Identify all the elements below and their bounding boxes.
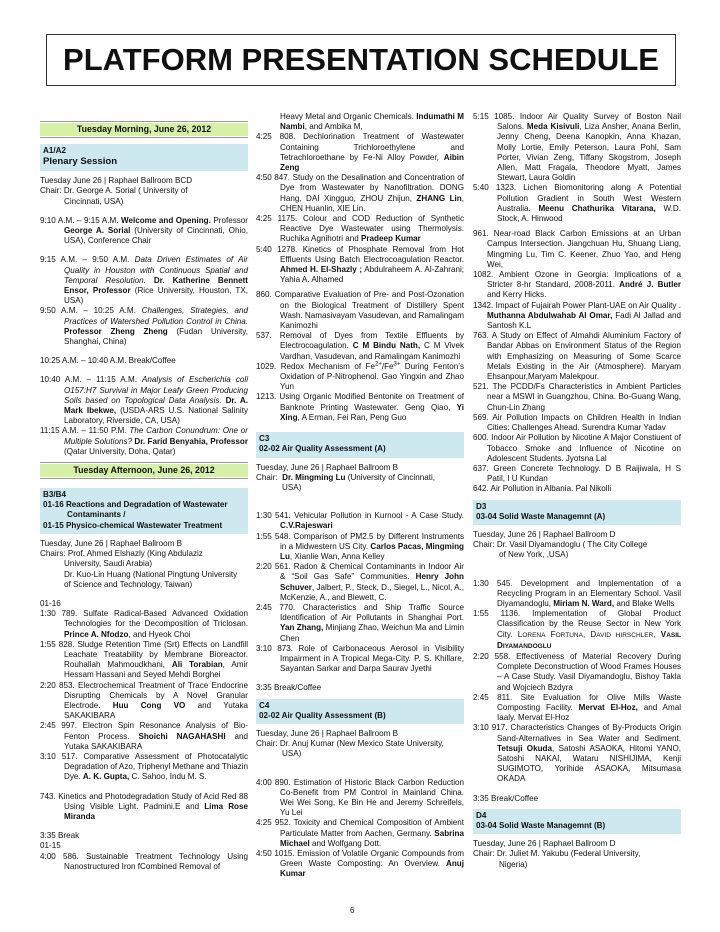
session-chair: Chair: Dr. Vasil Diyamandoglu ( The City College [473, 540, 648, 550]
morning-band [40, 121, 248, 138]
session-name: 01-16 Reactions and Degradation of Wastewater [43, 500, 228, 510]
session-room: Tuesday, June 26 | Raphael Ballroom B [256, 462, 399, 472]
talk-item: 2:45 811. Site Evaluation for Olive Mills Waste Composting Facility. Mervat El-Hoz, and Amal Iaaly. Mervat El-Hoz [473, 692, 681, 723]
session-room: Tuesday, June 26 | Raphael Ballroom B [40, 538, 183, 548]
session-code: A1/A2 [43, 146, 66, 155]
column-right [473, 112, 681, 870]
talk-item: 637. Green Concrete Technology. D B Raijiwala, H S Patil, I U Kundan [473, 463, 681, 484]
talk-item: 2:45 997. Electron Spin Resonance Analysis of Bio-Fenton Process. Shoichi NAGAHASHI and Yutaka SAKAKIBARA [40, 721, 248, 751]
talk-item: 600. Indoor Air Pollution by Nicotine A Major Constiuent of Tobacco Smoke and Influence of Nicotine on Adolescent Students. Jyotsna Lal [473, 433, 681, 463]
chair-label: Chair: [256, 472, 278, 482]
talk-item: 642. Air Pollution in Albania. Pal Nikolli [473, 484, 612, 494]
column-left [40, 112, 248, 872]
session-code: B3/B4 [43, 490, 66, 500]
talk-item: 2:20 558. Effectiveness of Material Recovery During Complete Deconstruction of Wood Frames Houses – A Case Study. Vasil Diyamandoglu, Bishoy Takla and Wojciech Bzdyra [473, 651, 681, 692]
chair-name: Dr. Mingming Lu [282, 472, 346, 482]
talk-item: 9:10 A.M. – 9:15 A.M. Welcome and Opening. Professor George A. Sorial (University of Cincinnati, Ohio, USA), Conference Chair [40, 215, 248, 246]
talk-item: 10:40 A.M. – 11:15 A.M. Analysis of Escherichia coli O157:H7 Survival in Major Leafy Green Producing Soils based on Topological Data Analysis. Dr. A. Mark Ibekwe, (USDA-ARS U.S. National Salinity Laboratory, Riverside, CA, USA) [40, 375, 249, 426]
talk-item: 3:10 873. Role of Carbonaceous Aerosol in Visibility Impairment in A Tropical Mega-City. P. S. Khillare, Sayantan Sarkar and Darpa Saurav Jyethi [256, 643, 464, 674]
page-number: 6 [350, 906, 355, 915]
session-name: Plenary Session [43, 156, 118, 168]
talk-item: 1:30 545. Development and Implementation of a Recycling Program in an Elementary School. Vasil Diyamandoglu, Miriam N. Ward, and Blake Wells [473, 578, 681, 608]
session-room: Tuesday June 26 | Raphael Ballroom BCD [40, 176, 193, 186]
talk-item: 1:55 548. Comparison of PM2.5 by Different Instruments in a Midwestern US City. Carlos Pacas, Mingming Lu, Xianlie Wan, Anna Kelley [256, 531, 464, 561]
talk-item: 5:40 1278. Kinetics of Phosphate Removal from Hot Effluents Using Batch Electrocoagulation Reactor. Ahmed H. El-Shazly ; Abdulraheem A. Al-Zahrani; Yahia A. Alhamed [256, 244, 465, 285]
session-d3 [473, 500, 681, 525]
talk-item: 1213. Using Organic Modified Bentonite on Treatment of Banknote Printing Wastewater. Geng Qiao, Yi Xing, A Erman, Fei Ran, Peng Guo [256, 392, 464, 422]
talk-item: 2:20 561. Radon & Chemical Contaminants in Indoor Air & “Soil Gas Safe” Communities. Henry John Schuver, Jalbert, P., Steck, D., Siegel, L., Nicol, A., McKenzie, A., and Blewett, C. [256, 562, 464, 602]
column-middle [256, 112, 464, 880]
session-c3 [256, 432, 464, 457]
afternoon-band [40, 462, 248, 479]
subsession-label: 01-16 [40, 598, 61, 608]
talk-item: 537. Removal of Dyes from Textile Effluents by Electrocoagulation. C M Bindu Nath, C M Vivek Vardhan, Vasudevan, and Ramalingam Kanimozhi [256, 331, 464, 361]
chair-affiliation: (University of Cincinnati, [347, 472, 436, 482]
session-chair: Chair: Dr. George A. Sorial ( University of [40, 186, 188, 196]
session-code: D3 [476, 501, 487, 511]
talk-item: 9:50 A.M. – 10:25 A.M. Challenges, Strategies, and Practices of Watershed Pollution Control in China. Professor Zheng Zheng (Fudan University, Shanghai, China) [40, 306, 249, 347]
session-chairs-cont: of Science and Technology, Taiwan) [64, 579, 193, 589]
session-chair: Chair: Dr. Anuj Kumar (New Mexico State University, [256, 739, 444, 749]
talk-item: 961. Near-road Black Carbon Emissions at an Urban Campus Intersection. Jiangchuan Hu, Shuang Liang, Mingming Lu, Tim C. Keener, Zhuo Yao, and Heng Wei, [473, 229, 681, 269]
session-chair-cont: USA) [282, 749, 302, 759]
talk-item: 1:30 789. Sulfate Radical-Based Advanced Oxidation Technologies for the Decomposition of Triclosan. Prince A. Nfodzo, and Hyeok Choi [40, 609, 248, 639]
session-room: Tuesday, June 26 | Raphael Ballroom D [473, 839, 616, 849]
session-chair: Chair: Dr. Juliet M. Yakubu (Federal University, [473, 849, 641, 859]
page-title: PLATFORM PRESENTATION SCHEDULE [63, 42, 659, 77]
session-name: 02-02 Air Quality Assessment (B) [259, 710, 386, 720]
afternoon-band-label: Tuesday Afternoon, June 26, 2012 [40, 464, 248, 477]
talk-item: 10:25 A.M. – 10:40 A.M. Break/Coffee [40, 356, 176, 366]
session-chair-cont: USA) [282, 482, 302, 492]
talk-item: Heavy Metal and Organic Chemicals. Indumathi M Nambi, and Ambika M, [280, 112, 464, 132]
session-room: Tuesday, June 26 | Raphael Ballroom D [473, 529, 616, 539]
talk-item: 9:15 A.M. – 9:50 A.M. Data Driven Estimates of Air Quality in Houston with Continuous Spatial and Temporal Resolution. Dr. Katherine Bennett Ensor, Professor (Rice University, Houston, TX, USA) [40, 255, 248, 306]
talk-item: 4:25 808. Dechlorination Treatment of Wastewater Containing Trichloroethylene and Tetrachloroethane by Fe-Ni Alloy Powder, Aibin Zeng [256, 132, 464, 173]
talk-item: 1082. Ambient Ozone in Georgia: Implications of a Stricter 8-hr Standard, 2008-2011. André J. Butler and Kerry Hicks. [473, 270, 681, 300]
session-a1 [40, 144, 248, 171]
talk-item: 1:55 1136. Implementation of Global Product Classification by the Reuse Sector in New York City. LORENA FORTUNA, DAVID HIRSCHLER, VASIL DIYAMANDOGLU [473, 609, 682, 650]
session-code: C4 [259, 700, 270, 710]
talk-item: 3:10 517. Comparative Assessment of Photocatalytic Degradation of Azo, Triphenyl Methane and Thiazin Dye. A. K. Gupta, C. Sahoo, Indu M. S. [40, 751, 248, 782]
talk-item: 4:00 890. Estimation of Historic Black Carbon Reduction Co-Benefit from PM Control in Mainland China. Wei Wei Song, Ke Bin He and Jeremy Schreifels, Yu Lei [256, 777, 464, 818]
morning-band-label: Tuesday Morning, June 26, 2012 [40, 123, 248, 136]
session-name: 02-02 Air Quality Assessment (A) [259, 444, 386, 454]
talk-item: 2:45 770. Characteristics and Ship Traffic Source Identification of Air Pollutants in Shanghai Port. Yan Zhang, Minjiang Zhao, Weichun Ma and Limin Chen [256, 602, 465, 643]
talk-item: 743. Kinetics and Photodegradation Study of Acid Red 88 Using Visible Light. Padmini.E and Lima Rose Miranda [40, 791, 248, 821]
session-chairs-cont: University, Saudi Arabia) [64, 559, 153, 569]
subsession-label: 01-15 [40, 841, 61, 851]
talk-item: 5:15 1085. Indoor Air Quality Survey of Boston Nail Salons. Meda Kisivuli, Liza Ansher, Anana Berlin, Jenny Cheng, Deena Kanopkin, Anna Khazan, Molly Lortie, Emily Peterson, Laura Pohl, Sam Porter, Vivian Zeng, Tiffany Skogstrom, Joseph Allen, Matt Fragala, Theodore Myatt, James Stewart, Laura Goldin [473, 112, 681, 183]
talk-item: 4:50 1015. Emission of Volatile Organic Compounds from Green Waste Composting: An Overview. Anuj Kumar [256, 849, 464, 879]
talk-item: 11:15 A.M. – 11:50 P.M. The Carbon Conundrum: One or Multiple Solutions? Dr. Farid Benyahia, Professor (Qatar University, Doha, Qatar) [40, 426, 248, 456]
talk-item: 521. The PCDD/Fs Characteristics in Ambient Particles near a MSWI in Guangzhou, China. Bo-Guang Wang, Chun-Lin Zhang [473, 382, 681, 412]
talk-item: 4:25 1175. Colour and COD Reduction of Synthetic Reactive Dye Wastewater using Thermolysis. Ruchika Agnihotri and Pradeep Kumar [256, 214, 464, 244]
talk-item: 3:10 917. Characteristics Changes of By-Products Origin Sand-Alternatives in Sea Water and Sediment. Tetsuji Okuda, Satoshi ASAOKA, Hitomi YANO, Satoshi NAKAI, Wataru NISHIJIMA, Kenji SUGIMOTO, Yorihide ASAOKA, Mitsumasa OKADA [473, 723, 682, 784]
talk-item: 763. A Study on Effect of Almahdi Aluminium Factory of Bandar Abbas on Environment Status of the Region with Emphasizing on Measuring of Some Scarce Metals Existing in the Air (Atmosphere). Maryam Ehsanpour,Maryam Malekpour. [473, 331, 681, 382]
session-name-cont: Contaminants / [67, 510, 126, 520]
session-chairs-cont: Dr. Kuo-Lin Huang (National Pingtung University [64, 569, 238, 579]
talk-item: 1342. Impact of Fujairah Power Plant-UAE on Air Quality . Muthanna Abdulwahab Al Omar, Fadi Al Jallad and Santosh K.L [473, 300, 681, 331]
talk-item: 860. Comparative Evaluation of Pre- and Post-Ozonation on the Biological Treatment of Distillery Spent Wash. Namasivayam Vasudevan, and Ramalingam Kanimozhi [256, 290, 464, 331]
talk-item: 4:00 586. Sustainable Treatment Technology Using Nanostructured Iron fCombined Removal of [40, 851, 248, 871]
break-item: 3:35 Break/Coffee [473, 793, 539, 803]
session-chair-cont: of New York, ,USA) [499, 550, 569, 560]
talk-item: 4:25 952. Toxicity and Chemical Composition of Ambient Particulate Matter from Aachen, Germany. Sabrina Michael and Wolfgang Dott. [256, 818, 464, 848]
title-box [46, 34, 676, 86]
session-code: D4 [476, 810, 487, 820]
talk-item: 3:35 Break [40, 831, 80, 841]
talk-item: 1:30 541. Vehicular Pollution in Kurnool - A Case Study. C.V.Rajeswari [256, 511, 464, 531]
session-c4 [256, 699, 464, 724]
talk-item: 2:20 853. Electrochemical Treatment of Trace Endocrine Disrupting Chemicals by A Novel Granular Electrode. Huu Cong VO and Yutaka SAKAKIBARA [40, 680, 248, 721]
talk-item: 569. Air Pollution Impacts on Children Health in Indian Cities: Challenges Ahead. Surendra Kumar Yadav [473, 412, 681, 433]
session-room: Tuesday, June 26 | Raphael Ballroom B [256, 728, 399, 738]
session-name: 03-04 Solid Waste Managemnt (B) [476, 821, 606, 830]
session-b3 [40, 488, 248, 534]
break-item: 3:35 Break/Coffee [256, 683, 322, 693]
session-chair [256, 473, 464, 483]
session-name: 03-04 Solid Waste Managemnt (A) [476, 511, 606, 521]
talk-item: 5:40 1323. Lichen Biomonitoring along A Potential Pollution Gradient in South West Western Australia. Meenu Chathurika Vitarana, W.D. Stock, A. Hinwood [473, 183, 681, 224]
session-name-2: 01-15 Physico-chemical Wastewater Treatment [43, 520, 223, 530]
session-chair-cont: Nigeria) [499, 859, 528, 869]
session-code: C3 [259, 434, 270, 444]
talk-item: 4:50 847. Study on the Desalination and Concentration of Dye from Wastewater by Nanofiltration. DONG Hang, DAI Xingguo, ZHOU Zhijun, ZHANG Lin, CHEN Huanlin, XIE Lin. [256, 173, 464, 213]
session-d4 [473, 809, 681, 834]
talk-item: 1:55 828. Sludge Retention Time (Srt) Effects on Landfill Leachate Treatability by Membrane Bioreactor. Rouhallah Mahmoudkhani, Ali Torabian, Amir Hessam Hassani and Seyed Mehdi Borghei [40, 639, 249, 680]
session-chair-cont: Cincinnati, USA) [64, 196, 124, 206]
session-chairs: Chairs: Prof. Ahmed Elshazly (King Abdulaziz [40, 549, 203, 559]
talk-item: 1029. Redox Mechanism of $Fe^{2+}/Fe^{3+}$ During Fenton’s Oxidation of P-Nitrophenol. Gao Yingxin and Zhao Yun [256, 361, 464, 392]
